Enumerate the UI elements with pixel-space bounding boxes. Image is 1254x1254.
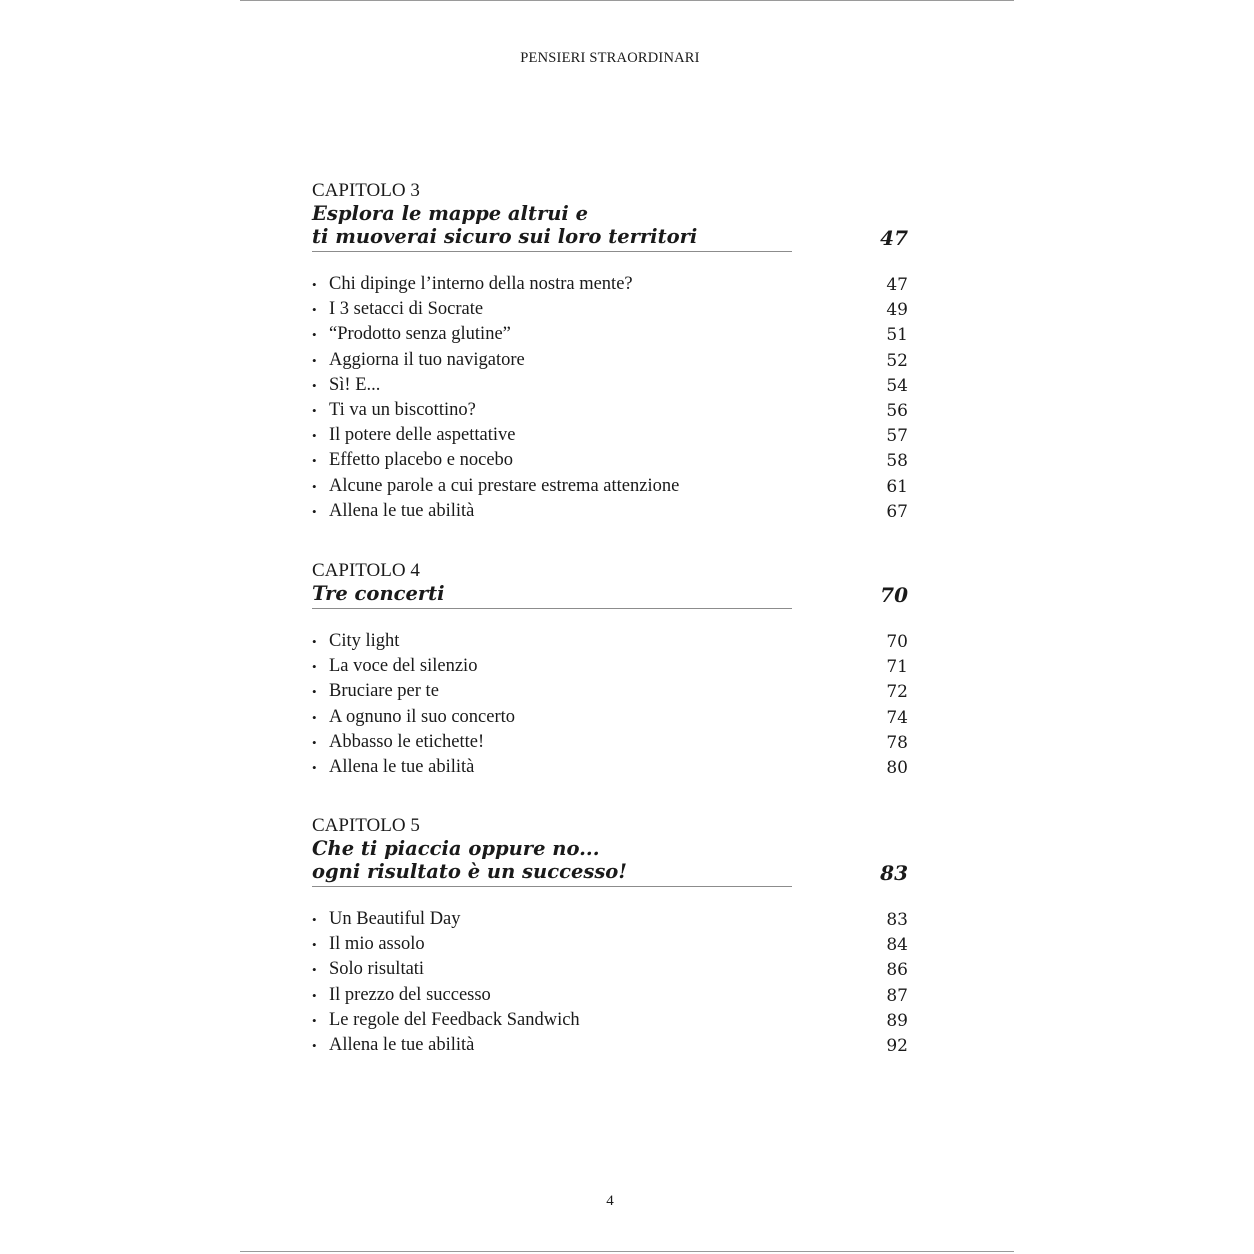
bullet-icon: • bbox=[312, 987, 317, 1003]
toc-entry bbox=[312, 474, 908, 499]
toc-entry-page: 58 bbox=[886, 451, 908, 472]
toc-entry-page: 78 bbox=[886, 732, 908, 753]
bullet-icon: • bbox=[312, 302, 317, 318]
chapter-title-line: ti muoverai sicuro sui loro territori bbox=[312, 225, 698, 248]
toc-entry-page: 57 bbox=[886, 426, 908, 447]
toc-entry-title: City light bbox=[329, 631, 400, 651]
toc-entry-title: Effetto placebo e nocebo bbox=[329, 450, 514, 471]
toc-entry bbox=[312, 1008, 908, 1033]
bullet-icon: • bbox=[312, 478, 317, 494]
toc-entry-page: 72 bbox=[886, 682, 908, 703]
toc-entry-title: Allena le tue abilità bbox=[329, 1034, 475, 1055]
toc-entry-title: La voce del silenzio bbox=[329, 656, 478, 677]
toc-entry bbox=[312, 932, 908, 957]
bottom-rule bbox=[240, 1251, 1014, 1252]
chapter-page-number: 70 bbox=[880, 583, 908, 607]
bullet-icon: • bbox=[312, 634, 317, 649]
chapter-title bbox=[312, 837, 792, 883]
bullet-icon: • bbox=[312, 453, 317, 469]
toc-entry-page: 70 bbox=[886, 632, 908, 652]
toc-entry bbox=[312, 423, 908, 448]
toc-entry-page: 49 bbox=[886, 300, 908, 321]
toc-entry-title: Le regole del Feedback Sandwich bbox=[329, 1009, 580, 1030]
toc-entry-title: Abbasso le etichette! bbox=[329, 731, 485, 752]
toc-entry bbox=[312, 322, 908, 347]
toc-entry-title: Allena le tue abilità bbox=[329, 756, 475, 777]
toc-entry-title: Chi dipinge l’interno della nostra mente? bbox=[329, 274, 633, 294]
chapter-title-block bbox=[312, 582, 908, 609]
toc-entry-title: Ti va un biscottino? bbox=[329, 399, 476, 420]
bullet-icon: • bbox=[312, 1037, 317, 1053]
toc-entry-page: 56 bbox=[886, 400, 908, 421]
chapter-title bbox=[312, 202, 792, 248]
bullet-icon: • bbox=[312, 937, 317, 953]
chapter-title-line: Tre concerti bbox=[312, 582, 445, 605]
chapter-label: CAPITOLO 5 bbox=[312, 815, 420, 836]
toc-entry-page: 61 bbox=[886, 476, 908, 497]
section-list bbox=[312, 272, 908, 524]
toc-entry bbox=[312, 654, 908, 679]
section-list bbox=[312, 629, 908, 780]
toc-entry bbox=[312, 398, 908, 423]
toc-entry-page: 87 bbox=[886, 985, 908, 1006]
page-number: 4 bbox=[606, 1193, 614, 1209]
toc-entry-title: Il mio assolo bbox=[329, 934, 425, 955]
toc-entry-title: Solo risultati bbox=[329, 959, 425, 980]
toc-entry-page: 54 bbox=[886, 375, 908, 396]
bullet-icon: • bbox=[312, 352, 317, 368]
chapter-title bbox=[312, 582, 792, 605]
bullet-icon: • bbox=[312, 1012, 317, 1028]
bullet-icon: • bbox=[312, 734, 317, 750]
toc-entry bbox=[312, 907, 908, 932]
toc-entry bbox=[312, 448, 908, 473]
toc-entry-page: 52 bbox=[886, 350, 908, 371]
chapter-label: CAPITOLO 3 bbox=[312, 180, 420, 201]
toc-entry-title: Bruciare per te bbox=[329, 681, 439, 702]
toc-entry-page: 67 bbox=[886, 501, 908, 522]
toc-entry-title: Aggiorna il tuo navigatore bbox=[329, 349, 525, 370]
toc-entry bbox=[312, 499, 908, 524]
toc-entry-page: 80 bbox=[886, 757, 908, 778]
toc-entry bbox=[312, 730, 908, 755]
bullet-icon: • bbox=[312, 912, 317, 927]
toc-entry-page: 92 bbox=[886, 1035, 908, 1056]
toc-entry bbox=[312, 297, 908, 322]
top-rule bbox=[240, 0, 1014, 1]
toc-entry bbox=[312, 983, 908, 1008]
toc-entry bbox=[312, 755, 908, 780]
chapter-title-line: Esplora le mappe altrui e bbox=[312, 202, 589, 225]
chapter-5 bbox=[312, 815, 912, 1058]
toc-entry-title: “Prodotto senza glutine” bbox=[329, 324, 511, 345]
chapter-title-block bbox=[312, 837, 908, 887]
chapter-label: CAPITOLO 4 bbox=[312, 560, 420, 581]
bullet-icon: • bbox=[312, 277, 317, 292]
toc-entry bbox=[312, 348, 908, 373]
bullet-icon: • bbox=[312, 402, 317, 418]
toc-entry-title: Un Beautiful Day bbox=[329, 909, 461, 929]
chapter-title-line: ogni risultato è un successo! bbox=[312, 860, 627, 883]
toc-entry-title: Il potere delle aspettative bbox=[329, 425, 516, 446]
running-head: PENSIERI STRAORDINARI bbox=[520, 50, 700, 66]
bullet-icon: • bbox=[312, 377, 317, 393]
toc-entry-page: 83 bbox=[886, 910, 908, 930]
toc-entry-page: 74 bbox=[886, 707, 908, 728]
toc-entry-page: 47 bbox=[886, 275, 908, 295]
toc-entry-page: 71 bbox=[886, 657, 908, 678]
toc-entry bbox=[312, 679, 908, 704]
toc-entry-title: A ognuno il suo concerto bbox=[329, 706, 516, 727]
toc-entry-title: Alcune parole a cui prestare estrema attenzione bbox=[329, 475, 680, 496]
bullet-icon: • bbox=[312, 327, 317, 343]
bullet-icon: • bbox=[312, 759, 317, 775]
bullet-icon: • bbox=[312, 503, 317, 519]
toc-entry-page: 51 bbox=[886, 325, 908, 346]
chapter-4 bbox=[312, 560, 912, 780]
toc-entry bbox=[312, 272, 908, 297]
toc-entry-page: 84 bbox=[886, 935, 908, 956]
chapter-3 bbox=[312, 180, 912, 524]
toc-entry-page: 89 bbox=[886, 1010, 908, 1031]
toc-entry-title: Sì! E... bbox=[329, 374, 381, 395]
bullet-icon: • bbox=[312, 684, 317, 700]
toc-entry-page: 86 bbox=[886, 960, 908, 981]
bullet-icon: • bbox=[312, 659, 317, 675]
chapter-page-number: 47 bbox=[880, 226, 908, 250]
toc-entry bbox=[312, 629, 908, 654]
toc-entry-title: Allena le tue abilità bbox=[329, 500, 475, 521]
section-list bbox=[312, 907, 908, 1058]
toc-entry bbox=[312, 705, 908, 730]
toc-entry bbox=[312, 957, 908, 982]
chapter-title-line: Che ti piaccia oppure no... bbox=[312, 837, 600, 860]
toc-entry-title: Il prezzo del successo bbox=[329, 984, 491, 1005]
chapter-title-block bbox=[312, 202, 908, 252]
toc-entry-title: I 3 setacci di Socrate bbox=[329, 299, 484, 320]
chapter-page-number: 83 bbox=[880, 861, 908, 885]
bullet-icon: • bbox=[312, 428, 317, 444]
toc-entry bbox=[312, 373, 908, 398]
bullet-icon: • bbox=[312, 709, 317, 725]
bullet-icon: • bbox=[312, 962, 317, 978]
toc-entry bbox=[312, 1033, 908, 1058]
